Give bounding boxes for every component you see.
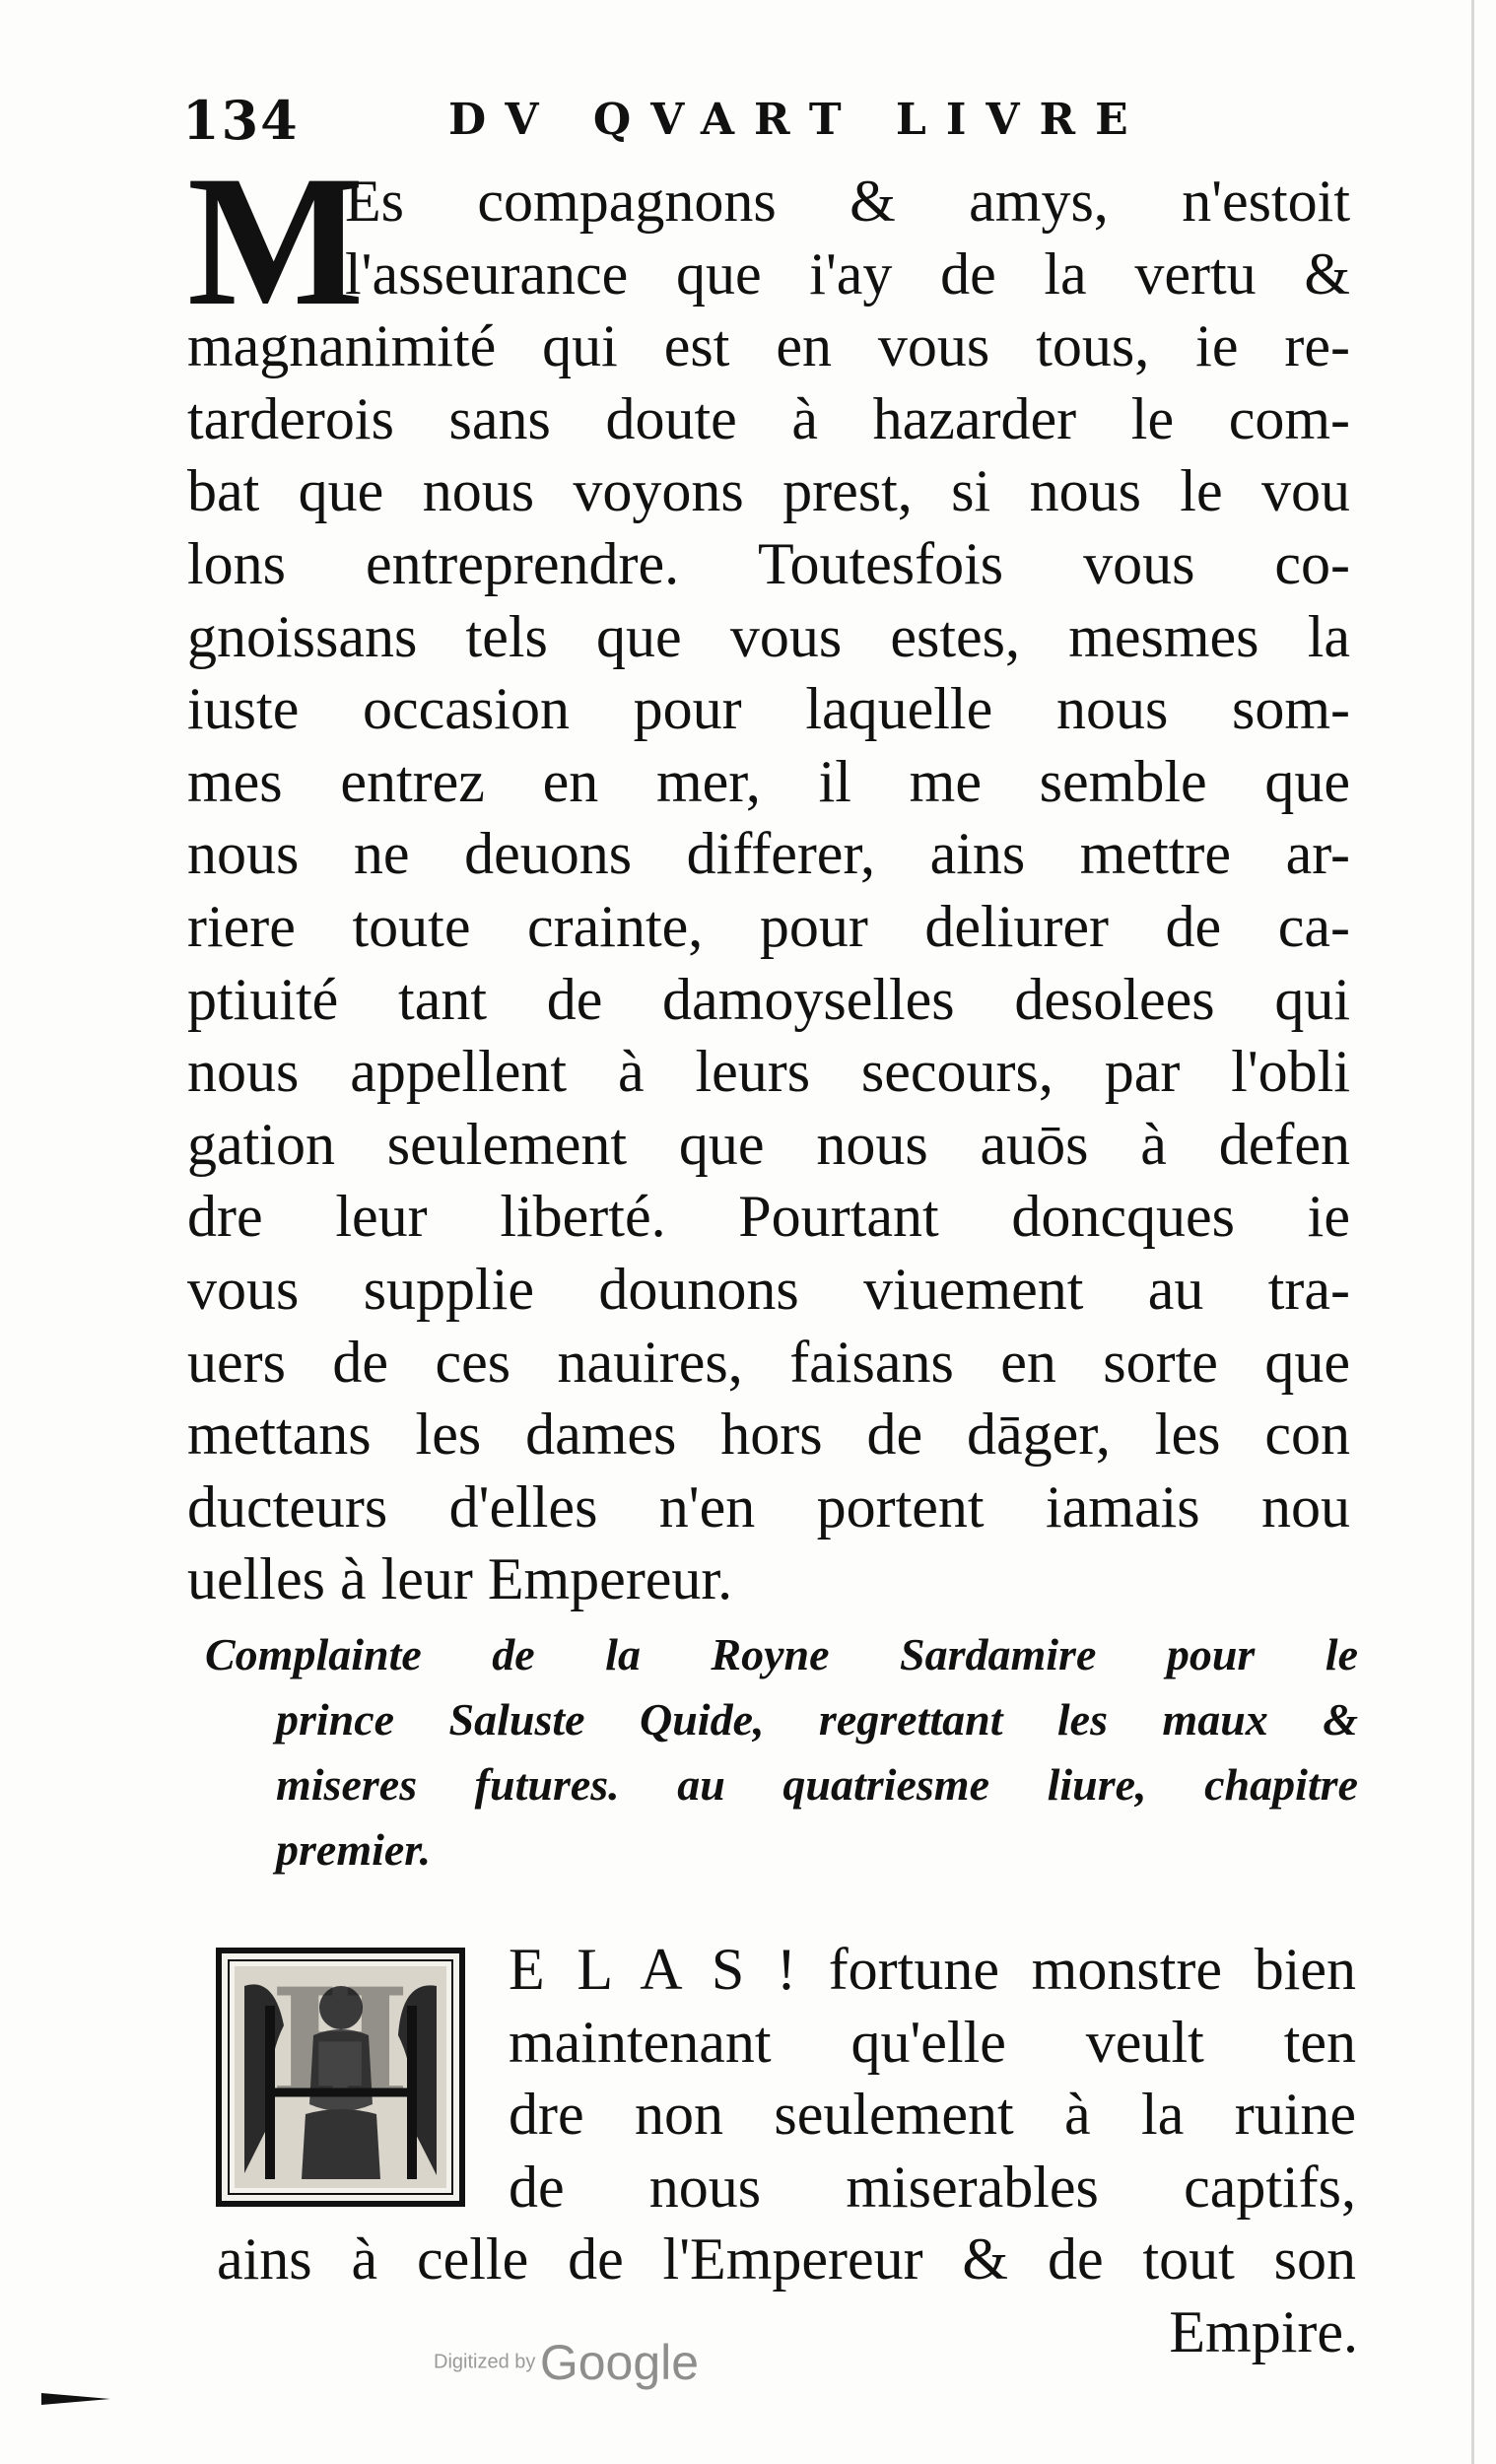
- speech-line: bat que nous voyons prest, si nous le vou: [187, 458, 1350, 524]
- speech-line: nous appellent à leurs secours, par l'obli: [187, 1039, 1350, 1105]
- speech-line: tarderois sans doute à hazarder le com-: [187, 385, 1350, 451]
- lament-line: de nous miserables captifs,: [509, 2154, 1356, 2220]
- speech-line: nous ne deuons differer, ains mettre ar-: [187, 821, 1350, 887]
- heading-line: premier.: [276, 1824, 432, 1875]
- speech-line: uelles à leur Empereur.: [187, 1546, 733, 1612]
- lament-line: maintenant qu'elle veult ten: [509, 2009, 1356, 2075]
- speech-line: iuste occasion pour laquelle nous som-: [187, 676, 1350, 742]
- watermark-prefix: Digitized by: [434, 2351, 536, 2373]
- speech-line: uers de ces nauires, faisans en sorte que: [187, 1329, 1350, 1395]
- drop-cap-m: M: [187, 138, 365, 345]
- speech-line: ptiuité tant de damoyselles desolees qui: [187, 966, 1350, 1032]
- speech-line: mettans les dames hors de dāger, les con: [187, 1402, 1350, 1468]
- speech-line: dre leur liberté. Pourtant doncques ie: [187, 1184, 1350, 1250]
- complaint-heading: [205, 1622, 1358, 1882]
- speech-line: vous supplie dounons viuement au tra-: [187, 1256, 1350, 1322]
- lament-line: ains à celle de l'Empereur & de tout son: [217, 2226, 1356, 2292]
- lament-paragraph: [509, 1934, 1356, 2224]
- speech-line: Es compagnons & amys, n'estoit: [345, 169, 1350, 234]
- speech-line: gnoissans tels que vous estes, mesmes la: [187, 603, 1350, 669]
- page-edge: [1471, 0, 1474, 2464]
- digitized-watermark: [434, 2334, 699, 2391]
- running-title: DV QVART LIVRE: [448, 95, 1148, 145]
- page-number: 134: [182, 89, 300, 152]
- speech-line: riere toute crainte, pour deliurer de ca-: [187, 893, 1350, 959]
- speech-paragraph: [187, 138, 1350, 1616]
- speech-line: lons entreprendre. Toutesfois vous co-: [187, 530, 1350, 596]
- lament-last-line: Empire.: [1169, 2299, 1358, 2364]
- woodcut-letter: H: [270, 1956, 410, 2130]
- heading-line: prince Saluste Quide, regrettant les maux &: [276, 1694, 1358, 1745]
- margin-mark: [41, 2393, 110, 2405]
- speech-line: magnanimité qui est en vous tous, ie re-: [187, 313, 1350, 379]
- speech-line: mes entrez en mer, il me semble que: [187, 748, 1350, 814]
- heading-line: miseres futures. au quatriesme liure, chapitre: [276, 1759, 1358, 1810]
- woodcut-initial-h: [215, 1947, 466, 2208]
- lament-line: E L A S ! fortune monstre bien: [509, 1937, 1356, 2002]
- speech-line: gation seulement que nous auōs à defen: [187, 1111, 1350, 1177]
- speech-line: ducteurs d'elles n'en portent iamais nou: [187, 1473, 1350, 1540]
- google-logo: Google: [539, 2335, 700, 2390]
- lament-full-line: [217, 2224, 1356, 2296]
- lament-line: dre non seulement à la ruine: [509, 2082, 1356, 2148]
- heading-line: Complainte de la Royne Sardamire pour le: [205, 1629, 1358, 1679]
- speech-line: l'asseurance que i'ay de la vertu &: [345, 240, 1350, 307]
